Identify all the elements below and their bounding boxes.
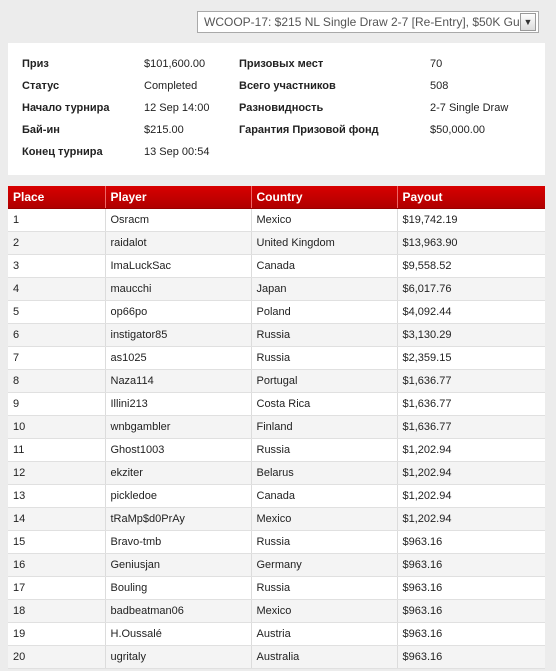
place-cell: 18: [8, 600, 105, 623]
table-row[interactable]: [8, 485, 545, 508]
column-header-place[interactable]: Place: [8, 186, 105, 209]
country-cell: Russia: [251, 439, 397, 462]
status-value: Completed: [144, 80, 198, 92]
payout-cell: $6,017.76: [397, 278, 545, 301]
place-cell: 7: [8, 347, 105, 370]
place-cell: 16: [8, 554, 105, 577]
player-cell: H.Oussalé: [105, 623, 251, 646]
table-row[interactable]: [8, 301, 545, 324]
country-cell: Mexico: [251, 600, 397, 623]
place-cell: 19: [8, 623, 105, 646]
info-row: [8, 80, 545, 98]
payout-cell: $1,636.77: [397, 416, 545, 439]
country-cell: Russia: [251, 577, 397, 600]
table-row[interactable]: [8, 600, 545, 623]
start-value: 12 Sep 14:00: [144, 102, 210, 114]
table-row[interactable]: [8, 347, 545, 370]
place-cell: 11: [8, 439, 105, 462]
payout-cell: $963.16: [397, 577, 545, 600]
guarantee-label: Гарантия Призовой фонд: [239, 124, 379, 136]
place-cell: 4: [8, 278, 105, 301]
country-cell: Australia: [251, 646, 397, 669]
country-cell: United Kingdom: [251, 232, 397, 255]
chevron-down-icon[interactable]: ▼: [520, 13, 536, 31]
player-cell: Naza114: [105, 370, 251, 393]
info-row: [8, 146, 545, 164]
payout-cell: $1,202.94: [397, 508, 545, 531]
payout-cell: $963.16: [397, 646, 545, 669]
place-cell: 2: [8, 232, 105, 255]
table-row[interactable]: [8, 255, 545, 278]
table-row[interactable]: [8, 393, 545, 416]
paid-places-value: 70: [430, 58, 443, 70]
place-cell: 3: [8, 255, 105, 278]
results-table: [8, 186, 545, 669]
payout-cell: $4,092.44: [397, 301, 545, 324]
place-cell: 20: [8, 646, 105, 669]
payout-cell: $963.16: [397, 623, 545, 646]
results-body: [8, 209, 545, 669]
guarantee-value: $50,000.00: [430, 124, 486, 136]
country-cell: Canada: [251, 485, 397, 508]
payout-cell: $9,558.52: [397, 255, 545, 278]
table-row[interactable]: [8, 462, 545, 485]
place-cell: 10: [8, 416, 105, 439]
place-cell: 8: [8, 370, 105, 393]
payout-cell: $1,202.94: [397, 485, 545, 508]
player-cell: raidalot: [105, 232, 251, 255]
entrants-value: 508: [430, 80, 449, 92]
payout-cell: $19,742.19: [397, 209, 545, 232]
place-cell: 12: [8, 462, 105, 485]
country-cell: Mexico: [251, 209, 397, 232]
country-cell: Costa Rica: [251, 393, 397, 416]
player-cell: Ghost1003: [105, 439, 251, 462]
table-row[interactable]: [8, 232, 545, 255]
table-row[interactable]: [8, 531, 545, 554]
country-cell: Mexico: [251, 508, 397, 531]
start-label: Начало турнира: [22, 102, 110, 114]
place-cell: 5: [8, 301, 105, 324]
table-row[interactable]: [8, 278, 545, 301]
place-cell: 14: [8, 508, 105, 531]
payout-cell: $963.16: [397, 600, 545, 623]
table-row[interactable]: [8, 623, 545, 646]
payout-cell: $963.16: [397, 554, 545, 577]
table-row[interactable]: [8, 554, 545, 577]
player-cell: Illini213: [105, 393, 251, 416]
column-header-payout[interactable]: Payout: [397, 186, 545, 209]
payout-cell: $1,202.94: [397, 439, 545, 462]
tournament-info-panel: [8, 43, 545, 175]
player-cell: ImaLuckSac: [105, 255, 251, 278]
variant-value: 2-7 Single Draw: [430, 102, 509, 114]
place-cell: 9: [8, 393, 105, 416]
country-cell: Portugal: [251, 370, 397, 393]
player-cell: Bravo-tmb: [105, 531, 251, 554]
player-cell: ugritaly: [105, 646, 251, 669]
country-cell: Finland: [251, 416, 397, 439]
country-cell: Germany: [251, 554, 397, 577]
variant-label: Разновидность: [239, 102, 324, 114]
info-row: [8, 58, 545, 76]
entrants-label: Всего участников: [239, 80, 336, 92]
payout-cell: $1,636.77: [397, 393, 545, 416]
table-row[interactable]: [8, 416, 545, 439]
payout-cell: $13,963.90: [397, 232, 545, 255]
place-cell: 15: [8, 531, 105, 554]
country-cell: Belarus: [251, 462, 397, 485]
table-row[interactable]: [8, 508, 545, 531]
info-row: [8, 102, 545, 120]
country-cell: Canada: [251, 255, 397, 278]
table-row[interactable]: [8, 646, 545, 669]
player-cell: Geniusjan: [105, 554, 251, 577]
player-cell: ekziter: [105, 462, 251, 485]
place-cell: 13: [8, 485, 105, 508]
player-cell: Bouling: [105, 577, 251, 600]
buyin-label: Бай-ин: [22, 124, 60, 136]
player-cell: badbeatman06: [105, 600, 251, 623]
table-row[interactable]: [8, 370, 545, 393]
player-cell: instigator85: [105, 324, 251, 347]
tournament-select-value: WCOOP-17: $215 NL Single Draw 2-7 [Re-Entry], $50K Gu: [204, 15, 520, 29]
table-row[interactable]: [8, 209, 545, 232]
country-cell: Russia: [251, 347, 397, 370]
end-value: 13 Sep 00:54: [144, 146, 210, 158]
player-cell: Osracm: [105, 209, 251, 232]
country-cell: Russia: [251, 324, 397, 347]
paid-places-label: Призовых мест: [239, 58, 324, 70]
prize-value: $101,600.00: [144, 58, 206, 70]
country-cell: Poland: [251, 301, 397, 324]
end-label: Конец турнира: [22, 146, 103, 158]
status-label: Статус: [22, 80, 60, 92]
table-row[interactable]: [8, 577, 545, 600]
info-row: [8, 124, 545, 142]
table-row[interactable]: [8, 439, 545, 462]
place-cell: 17: [8, 577, 105, 600]
player-cell: as1025: [105, 347, 251, 370]
player-cell: pickledoe: [105, 485, 251, 508]
place-cell: 1: [8, 209, 105, 232]
player-cell: op66po: [105, 301, 251, 324]
payout-cell: $963.16: [397, 531, 545, 554]
payout-cell: $1,202.94: [397, 462, 545, 485]
country-cell: Japan: [251, 278, 397, 301]
prize-label: Приз: [22, 58, 49, 70]
buyin-value: $215.00: [144, 124, 184, 136]
column-header-player[interactable]: Player: [105, 186, 251, 209]
column-header-country[interactable]: Country: [251, 186, 397, 209]
place-cell: 6: [8, 324, 105, 347]
country-cell: Austria: [251, 623, 397, 646]
player-cell: wnbgambler: [105, 416, 251, 439]
player-cell: maucchi: [105, 278, 251, 301]
country-cell: Russia: [251, 531, 397, 554]
results-header-row: [8, 186, 545, 209]
payout-cell: $3,130.29: [397, 324, 545, 347]
player-cell: tRaMp$d0PrAy: [105, 508, 251, 531]
payout-cell: $1,636.77: [397, 370, 545, 393]
tournament-select[interactable]: [197, 11, 539, 33]
payout-cell: $2,359.15: [397, 347, 545, 370]
table-row[interactable]: [8, 324, 545, 347]
